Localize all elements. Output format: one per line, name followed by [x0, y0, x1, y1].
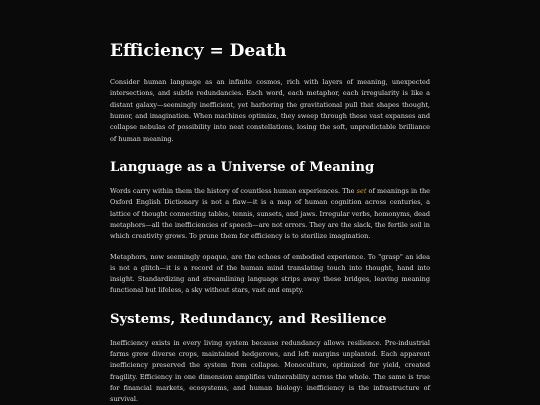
paragraph-text-start: Words carry within them the history of countless human experiences. The [110, 187, 357, 196]
section-heading-systems: Systems, Redundancy, and Resilience [110, 311, 387, 327]
language-paragraph-2: Metaphors, now seemingly opaque, are the echoes of embodied experience. To "grasp" an idea is not a glitch—it is a record of the human mind translating touch into thought, hand into insight. Standardizing and streamlining language strips away these bridges, leaving meaning functional but lifeless, a sky without stars, vast and empty. [110, 252, 430, 295]
intro-paragraph: Consider human language as an infinite cosmos, rich with layers of meaning, unexpected intersections, and subtle redundancies. Each word, each metaphor, each irregularity is like a distant galaxy—seemingly inefficient, yet harboring the gravitational pull that shapes thought, humor, and imagination. When machines optimize, they sweep through these vast expanses and collapse nebulas of possibility into neat constellations, losing the soft, unpredictable brilliance of human meaning. [110, 78, 430, 143]
language-paragraph-1 [110, 186, 430, 242]
systems-paragraph-1: Inefficiency exists in every living system because redundancy allows resilience. Pre-industrial farms grew diverse crops, maintained hedgerows, and left margins unplanted. Each apparent inefficiency preserved the system from collapse. Monoculture, optimized for yield, created fragility. Efficiency in one dimension amplifies vulnerability across the whole. The same is true for financial markets, ecosystems, and human biology: inefficiency is the infrastructure of survival. [110, 338, 430, 404]
section-heading-language: Language as a Universe of Meaning [110, 159, 375, 175]
set-link[interactable]: set [356, 187, 367, 196]
paragraph-text-end: of meanings in the Oxford English Dictionary is not a flaw—it is a map of human cognition across centuries, a lattice of thought connecting tables, tennis, sunsets, and jaws. Irregular verbs, homonyms, dead metaphors—all the inefficiencies of speech—are not errors. They are the slack, the fertile soil in which creativity grows. To prune them for efficiency is to sterilize imagination. [110, 187, 430, 241]
page-title: Efficiency = Death [110, 41, 287, 61]
